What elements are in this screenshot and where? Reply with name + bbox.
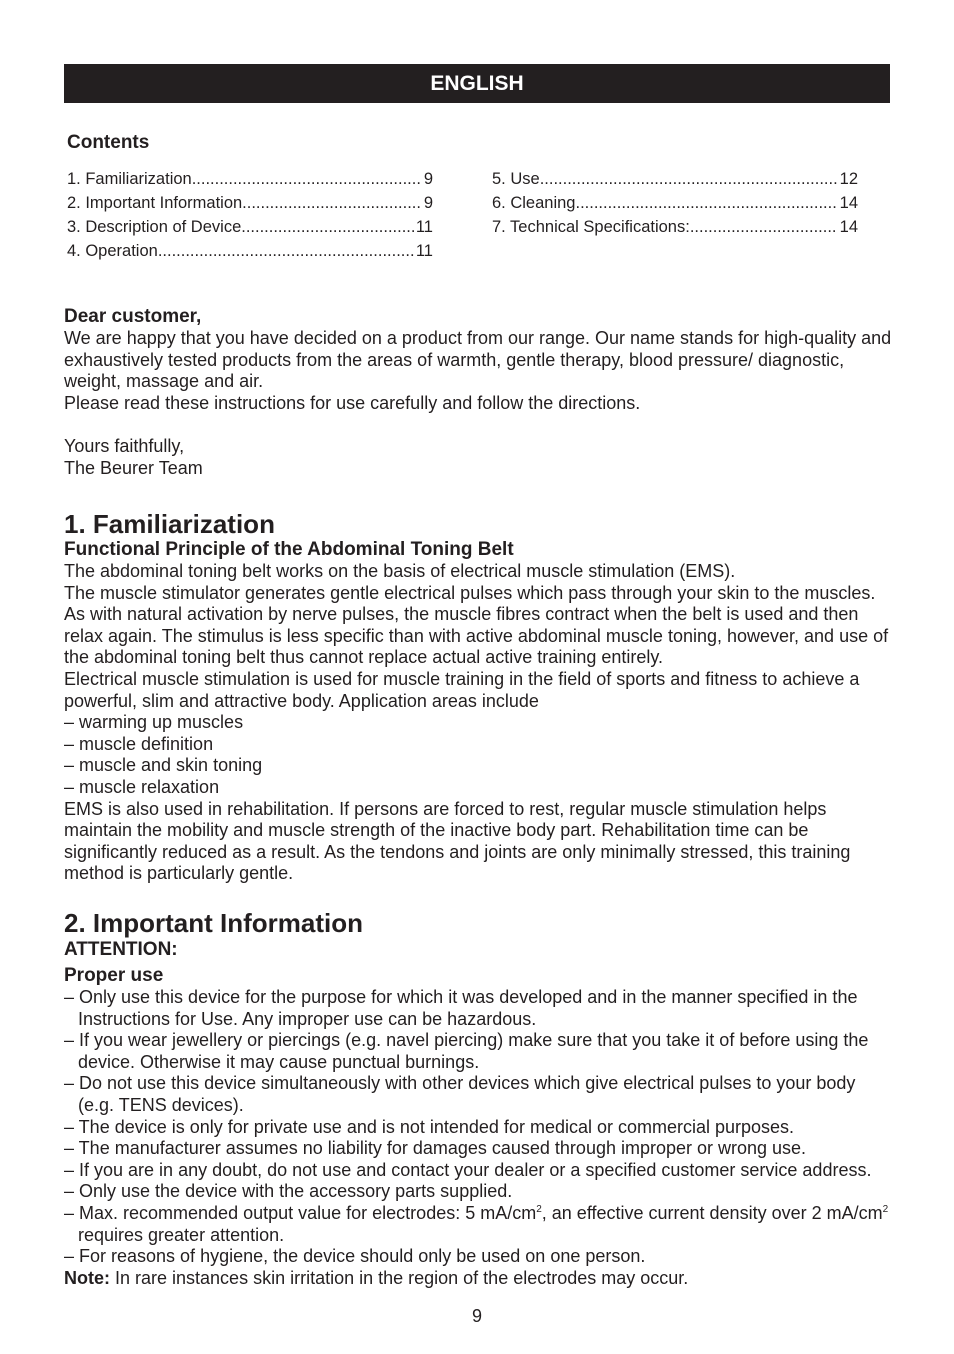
toc-column-left: [67, 167, 433, 263]
toc-entry[interactable]: [67, 215, 433, 239]
toc-entry-label: 7. Technical Specifications:: [492, 218, 690, 236]
intro-paragraph: We are happy that you have decided on a product from our range. Our name stands for high-quality and exhaustively tested products from the areas of warmth, gentle therapy, blood pressure/ diagnostic, weight, massage and air.: [64, 328, 892, 392]
list-item: – Do not use this device simultaneously with other devices which give electrical pulses to your body (e.g. TENS devices).: [64, 1073, 856, 1115]
toc-entry[interactable]: [67, 167, 433, 191]
attention-heading: ATTENTION:: [64, 939, 178, 960]
toc-entry[interactable]: [492, 191, 858, 215]
list-item: – warming up muscles: [64, 712, 244, 733]
signature-text: The Beurer Team: [64, 457, 203, 478]
contents-title: Contents: [67, 132, 150, 153]
list-item: – Only use this device for the purpose for which it was developed and in the manner specified in the Instructions for Use. Any improper use can be hazardous.: [64, 987, 858, 1029]
intro-paragraph: Please read these instructions for use carefully and follow the directions.: [64, 392, 641, 413]
body-paragraph: EMS is also used in rehabilitation. If persons are forced to rest, regular muscle stimulation helps maintain the mobility and muscle strength of the inactive body part. Rehabilitation time can be significantly reduced as a result. As the tendons and joints are only minimally stressed, this training method is particularly gentle.: [64, 798, 851, 884]
toc-entry-page: 11: [415, 242, 433, 260]
list-item: – Max. recommended output value for electrodes: 5 $mA/cm^2$, an effective current density over 2 $mA/cm^2$ requires greater attention.: [64, 1202, 889, 1245]
intro-section: [64, 306, 894, 479]
body-paragraph: Electrical muscle stimulation is used for muscle training in the field of sports and fitness to achieve a powerful, slim and attractive body. Application areas include: [64, 668, 860, 711]
toc-entry[interactable]: [67, 191, 433, 215]
toc-entry-label: 6. Cleaning: [492, 194, 576, 212]
greeting-heading: Dear customer,: [64, 306, 202, 327]
body-paragraph: The abdominal toning belt works on the basis of electrical muscle stimulation (EMS).: [64, 561, 736, 581]
list-item: – muscle relaxation: [64, 776, 220, 797]
toc-entry-page: 11: [415, 218, 433, 236]
proper-use-heading: Proper use: [64, 965, 164, 986]
body-paragraph: The muscle stimulator generates gentle electrical pulses which pass through your skin to the muscles. As with natural activation by nerve pulses, the muscle fibres contract when the belt is used and then relax again. The stimulus is less specific than with active abdominal muscle toning, however, and use of the abdominal toning belt thus cannot replace actual active training entirely.: [64, 582, 889, 668]
toc-entry-page: 9: [423, 170, 433, 188]
toc-entry-page: 9: [423, 194, 433, 212]
list-item: – For reasons of hygiene, the device should only be used on one person.: [64, 1246, 646, 1267]
list-item: – muscle and skin toning: [64, 755, 263, 776]
list-item: – Only use the device with the accessory parts supplied.: [64, 1181, 513, 1202]
toc-entry-page: 14: [839, 194, 858, 212]
note-text: In rare instances skin irritation in the region of the electrodes may occur.: [110, 1267, 689, 1288]
toc-entry-page: 12: [839, 170, 858, 188]
language-header: [64, 64, 890, 103]
toc-entry-label: 5. Use: [492, 170, 540, 188]
closing-text: Yours faithfully,: [64, 435, 185, 456]
toc-entry-label: 4. Operation: [67, 242, 158, 260]
section-2-heading: 2. Important Information: [64, 908, 363, 938]
section-2-body: [64, 939, 894, 1289]
toc-entry-page: 14: [839, 218, 858, 236]
toc-entry[interactable]: [492, 215, 858, 239]
list-item: – muscle definition: [64, 733, 214, 754]
page-number: 9: [471, 1306, 482, 1326]
note-paragraph: [64, 1268, 894, 1290]
toc-entry-label: 1. Familiarization: [67, 170, 192, 188]
section-1-body: [64, 539, 894, 885]
list-item: – If you wear jewellery or piercings (e.g. navel piercing) make sure that you take it of before using the device. Otherwise it may cause punctual burnings.: [64, 1030, 869, 1072]
list-item: – The manufacturer assumes no liability for damages caused through improper or wrong use.: [64, 1138, 807, 1159]
section-1-heading: 1. Familiarization: [64, 509, 275, 539]
note-label: Note:: [64, 1267, 110, 1288]
list-item: – The device is only for private use and is not intended for medical or commercial purposes.: [64, 1116, 795, 1137]
toc-entry-label: 2. Important Information: [67, 194, 243, 212]
toc-entry[interactable]: [67, 239, 433, 263]
toc-entry[interactable]: [492, 167, 858, 191]
language-label: ENGLISH: [430, 71, 524, 95]
list-item: – If you are in any doubt, do not use and contact your dealer or a specified customer service address.: [64, 1159, 872, 1180]
section-1-subheading: Functional Principle of the Abdominal Toning Belt: [64, 539, 514, 560]
toc-entry-label: 3. Description of Device: [67, 218, 242, 236]
toc-column-right: [492, 167, 858, 239]
